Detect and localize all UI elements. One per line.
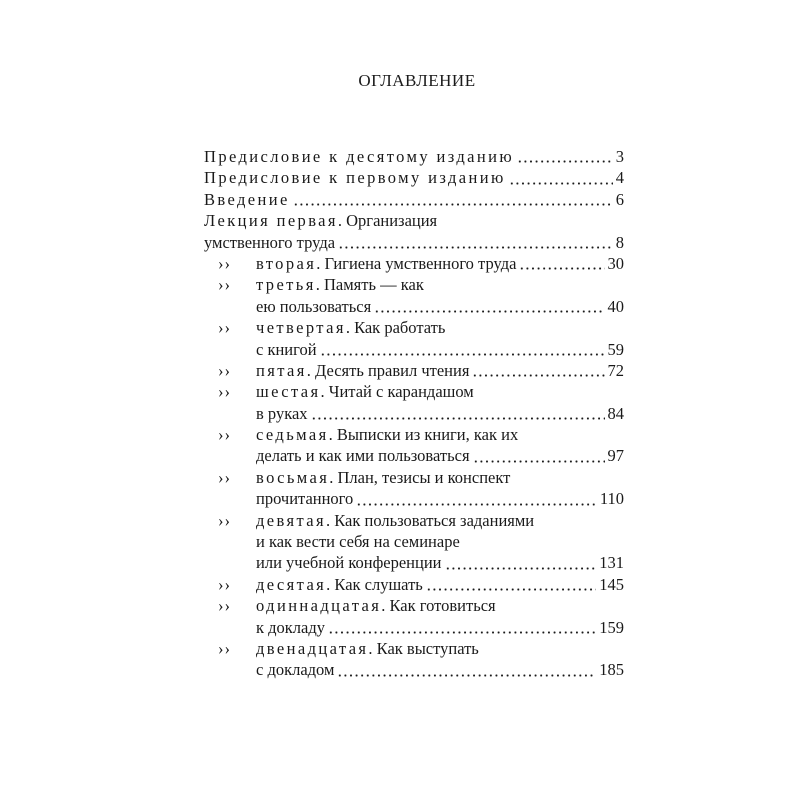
toc-entry-continuation <box>204 296 624 317</box>
toc-entry-topic: . План, тезисы и конспект <box>329 467 511 487</box>
dot-leader <box>445 556 597 570</box>
toc-entry-continuation <box>204 617 624 638</box>
toc-page-number: 131 <box>599 553 624 573</box>
toc-entry-ordinal: восьмая <box>256 467 330 487</box>
toc-entry-ordinal: десятая <box>256 574 327 594</box>
toc-entry-continuation <box>204 552 624 573</box>
toc-page-number: 110 <box>599 489 624 509</box>
dot-leader <box>320 342 605 356</box>
ditto-mark: ›› <box>218 638 231 658</box>
dot-leader <box>338 235 613 249</box>
toc-entry-title: ею пользоваться <box>256 296 372 316</box>
toc-entry-title: делать и как ими пользоваться <box>256 446 470 466</box>
table-of-contents <box>204 146 624 681</box>
toc-entry-title: с книгой <box>256 339 317 359</box>
toc-entry-continuation <box>204 445 624 466</box>
toc-entry-title <box>204 210 437 231</box>
toc-entry <box>204 360 624 381</box>
toc-page-number: 8 <box>615 232 624 252</box>
dot-leader <box>519 256 604 270</box>
toc-entry-ordinal: пятая <box>256 360 307 380</box>
toc-entry <box>204 253 624 274</box>
toc-entry <box>204 167 624 188</box>
toc-entry-title <box>256 360 469 381</box>
toc-entry-ordinal: шестая <box>256 382 321 402</box>
dot-leader <box>374 299 604 313</box>
toc-entry <box>204 381 624 402</box>
toc-entry-topic: . Как работать <box>345 318 446 338</box>
toc-entry-title: умственного труда <box>204 232 336 252</box>
toc-page-number: 84 <box>607 403 624 423</box>
toc-entry-title <box>256 510 534 531</box>
toc-entry <box>204 210 624 231</box>
ditto-mark: ›› <box>218 574 231 594</box>
toc-entry <box>204 189 624 210</box>
ditto-mark: ›› <box>218 360 231 380</box>
toc-entry-topic: . Как выступать <box>368 638 479 658</box>
toc-entry-ordinal: девятая <box>256 510 327 530</box>
toc-entry <box>204 638 624 659</box>
dot-leader <box>293 192 613 206</box>
toc-entry <box>204 467 624 488</box>
toc-entry-continuation <box>204 531 624 552</box>
ditto-mark: ›› <box>218 510 231 530</box>
dot-leader <box>337 663 596 677</box>
toc-entry-continuation <box>204 232 624 253</box>
toc-entry-ordinal: третья <box>256 275 316 295</box>
toc-entry <box>204 424 624 445</box>
toc-entry <box>204 574 624 595</box>
toc-entry-title <box>256 381 474 402</box>
ditto-mark: ›› <box>218 382 231 402</box>
ditto-mark: ›› <box>218 596 231 616</box>
dot-leader <box>473 449 605 463</box>
toc-page-number: 185 <box>599 660 624 680</box>
toc-entry-topic: . Организация <box>337 211 438 231</box>
toc-entry-title <box>256 317 445 338</box>
toc-page-number: 6 <box>615 189 624 209</box>
toc-entry <box>204 317 624 338</box>
ditto-mark: ›› <box>218 318 231 338</box>
toc-entry <box>204 595 624 616</box>
toc-entry-title <box>256 424 518 445</box>
toc-entry-title <box>256 574 423 595</box>
toc-entry-ordinal: вторая <box>256 253 317 273</box>
toc-entry-title: и как вести себя на семинаре <box>256 532 460 552</box>
ditto-mark: ›› <box>218 425 231 445</box>
toc-page-number: 145 <box>599 574 624 594</box>
dot-leader <box>356 492 597 506</box>
toc-entry-title: Введение <box>204 189 290 209</box>
ditto-mark: ›› <box>218 467 231 487</box>
toc-entry-topic: . Как пользоваться заданиями <box>326 510 535 530</box>
toc-entry-topic: . Читай с карандашом <box>320 382 474 402</box>
toc-page-number: 4 <box>615 168 624 188</box>
toc-page-number: 59 <box>607 339 624 359</box>
toc-entry-ordinal: одиннадцатая <box>256 596 382 616</box>
toc-entry-topic: . Выписки из книги, как их <box>328 425 519 445</box>
toc-entry-continuation <box>204 488 624 509</box>
toc-page-number: 3 <box>615 147 624 166</box>
toc-entry-title: в руках <box>256 403 308 423</box>
ditto-mark: ›› <box>218 275 231 295</box>
toc-page-number: 97 <box>607 446 624 466</box>
toc-entry-topic: . Как слушать <box>326 574 423 594</box>
toc-entry-title <box>256 274 424 295</box>
toc-page-number: 40 <box>607 296 624 316</box>
toc-page-number: 159 <box>599 617 624 637</box>
ditto-mark: ›› <box>218 253 231 273</box>
toc-entry-continuation <box>204 659 624 680</box>
dot-leader <box>328 620 596 634</box>
toc-entry-title <box>256 595 496 616</box>
toc-entry-title <box>256 253 516 274</box>
toc-entry-continuation <box>204 339 624 360</box>
toc-entry-title: с докладом <box>256 660 335 680</box>
toc-entry-lecture: Лекция первая <box>204 211 338 231</box>
toc-entry-ordinal: седьмая <box>256 425 329 445</box>
dot-leader <box>509 171 613 185</box>
toc-entry <box>204 510 624 531</box>
toc-page-number: 72 <box>607 360 624 380</box>
toc-entry-title <box>256 638 479 659</box>
toc-entry-ordinal: четвертая <box>256 318 346 338</box>
toc-entry-title: прочитанного <box>256 489 354 509</box>
toc-page-number: 30 <box>607 253 624 273</box>
dot-leader <box>472 363 604 377</box>
toc-entry-title: Предисловие к десятому изданию <box>204 147 515 166</box>
toc-entry-topic: . Десять правил чтения <box>306 360 470 380</box>
toc-entry-title: Предисловие к первому изданию <box>204 168 506 188</box>
toc-entry-title: к докладу <box>256 617 326 637</box>
dot-leader <box>311 406 605 420</box>
toc-entry-title: или учебной конференции <box>256 553 442 573</box>
page-title: ОГЛАВЛЕНИЕ <box>358 71 476 90</box>
toc-entry-topic: . Гигиена умственного труда <box>316 253 517 273</box>
toc-entry-ordinal: двенадцатая <box>256 638 369 658</box>
toc-entry-topic: . Как готовиться <box>381 596 496 616</box>
toc-entry <box>204 146 624 167</box>
dot-leader <box>426 577 596 591</box>
dot-leader <box>517 149 613 163</box>
toc-entry-topic: . Память — как <box>315 275 424 295</box>
toc-entry-continuation <box>204 403 624 424</box>
toc-entry <box>204 274 624 295</box>
toc-entry-title <box>256 467 510 488</box>
